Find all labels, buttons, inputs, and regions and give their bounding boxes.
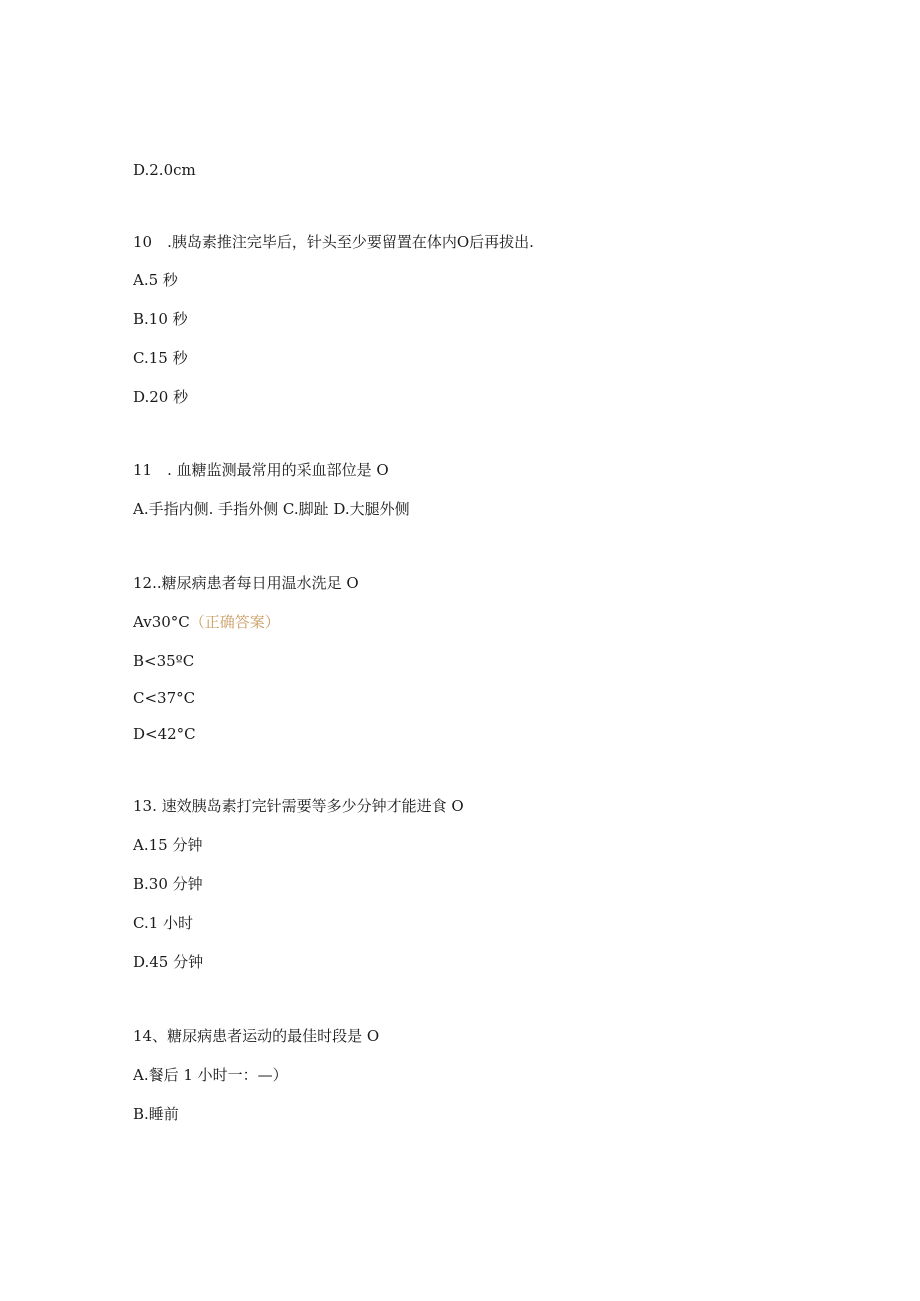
q14-option-a: A.餐后 1 小时一：—） — [133, 1066, 288, 1084]
q10-question: 10 .胰岛素推注完毕后，针头至少要留置在体内O后再拔出. — [133, 233, 534, 251]
q13-question: 13. 速效胰岛素打完针需要等多少分钟才能进食 O — [133, 797, 464, 815]
q10-option-c: C.15 秒 — [133, 349, 188, 367]
q12-option-c: C<37°C — [133, 689, 196, 707]
q14-option-b: B.睡前 — [133, 1105, 179, 1123]
q12-option-b: B<35ºC — [133, 652, 195, 670]
q13-option-d: D.45 分钟 — [133, 953, 204, 971]
q12-option-a-text: Av30°C — [133, 613, 190, 631]
q11-options: A.手指内侧. 手指外侧 C.脚趾 D.大腿外侧 — [133, 500, 410, 518]
q10-option-a: A.5 秒 — [133, 271, 178, 289]
q10-option-d: D.20 秒 — [133, 388, 189, 406]
q13-option-b: B.30 分钟 — [133, 875, 203, 893]
correct-answer-note: （正确答案） — [189, 613, 280, 631]
q12-option-a — [133, 612, 280, 632]
q11-question: 11 . 血糖监测最常用的采血部位是 O — [133, 461, 389, 479]
q12-question: 12..糖尿病患者每日用温水洗足 O — [133, 574, 359, 592]
q14-question: 14、糖尿病患者运动的最佳时段是 O — [133, 1027, 380, 1045]
q12-option-d: D<42°C — [133, 725, 196, 743]
q9-option-d: D.2.0cm — [133, 161, 196, 179]
q10-option-b: B.10 秒 — [133, 310, 188, 328]
q13-option-a: A.15 分钟 — [133, 836, 203, 854]
q13-option-c: C.1 小时 — [133, 914, 194, 932]
